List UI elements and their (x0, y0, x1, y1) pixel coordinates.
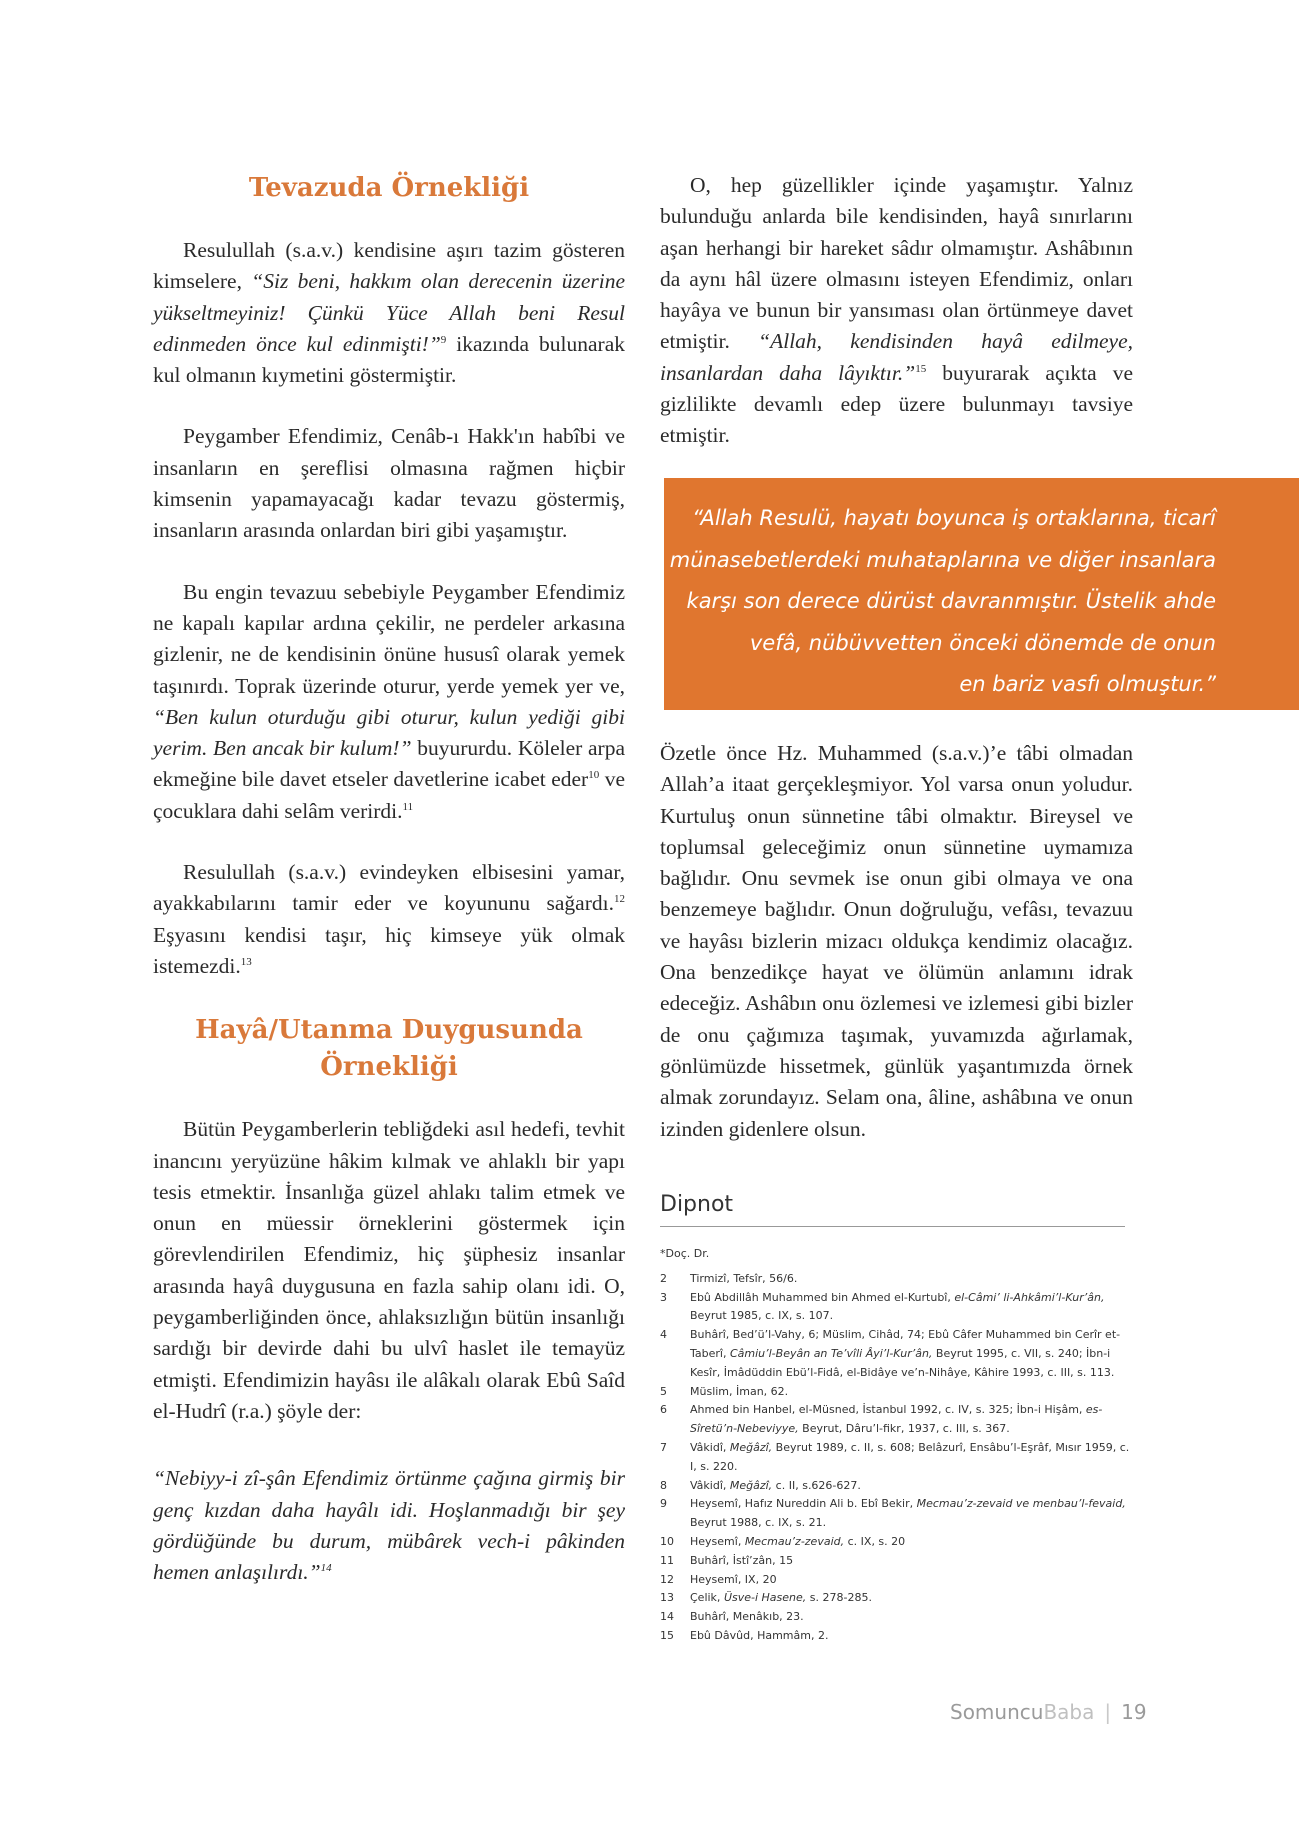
page-number: 19 (1121, 1700, 1147, 1724)
pull-quote-line: vefâ, nübüvvetten önceki dönemde de onun (749, 630, 1216, 655)
footnote (660, 1627, 1134, 1646)
footnote-text: Buhârî, Menâkıb, 23. (690, 1610, 804, 1624)
pull-quote-box (664, 478, 1299, 710)
footnotes-list (660, 1245, 1134, 1646)
footnote-number: 7 (660, 1440, 667, 1454)
paragraph: O, hep güzellikler içinde yaşamıştır. Yalnız bulunduğu anlarda bile kendisinden, hayâ sınırlarını aşan herhangi bir hareket sâdır olmamıştır. Ashâbının da aynı hâl üzere olmasını isteyen Efendimiz, onları hayâya ve bunun bir yansıması olan örtünmeye davet etmiştir. “Allah, kendisinden hayâ edilmeye, insanlardan daha lâyıktır.”$^{15}$ buyurarak açıkta ve gizlilikte devamlı edep üzere bulunmayı tavsiye etmiştir. (660, 173, 1134, 448)
footnote-number: 2 (660, 1271, 667, 1285)
footnote-number: 6 (660, 1403, 667, 1417)
page-footer (950, 1700, 1147, 1724)
footnote-text: Buhârî, İstî’zân, 15 (690, 1553, 794, 1567)
pull-quote-line: en bariz vasfı olmuştur.” (959, 672, 1216, 696)
quote-paragraph: “Nebiyy-i zî-şân Efendimiz örtünme çağına girmiş bir genç kızdan daha hayâlı idi. Hoşlanmadığı bir şey gördüğünde bu durum, mübârek vech-i pâkinden hemen anlaşılırdı.”$^{14}$ (153, 1466, 625, 1585)
footnote-number: 11 (660, 1553, 674, 1567)
footnote (660, 1326, 1134, 1382)
footnote-text: Buhârî, Bed’ü’l-Vahy, 6; Müslim, Cihâd, 74; Ebû Câfer Muhammed bin Cerîr et-Taberî, Câmiu’l-Beyân an Te’vîli Âyi’l-Kur’ân, Beyrut 1995, c. VII, s. 240; İbn-i Kesîr, İmâdüddin Ebü’l-Fidâ, el-Bidâye ve’n-Nihâye, Kâhire 1993, c. III, s. 113. (690, 1328, 1121, 1379)
footnote (660, 1401, 1134, 1439)
footnote (660, 1571, 1134, 1590)
footnote-text: Heysemî, Hafız Nureddin Ali b. Ebî Bekir, Mecmau’z-zevaid ve menbau’l-fevaid, Beyrut 1988, c. IX, s. 21. (690, 1497, 1126, 1530)
footnote-number: 4 (660, 1328, 667, 1342)
footnote-number: 13 (660, 1591, 674, 1605)
footnote (660, 1477, 1134, 1496)
footnote-number: 12 (660, 1572, 674, 1586)
paragraph: Peygamber Efendimiz, Cenâb-ı Hakk'ın habîbi ve insanların en şereflisi olmasına rağmen hiçbir kimsenin yapamayacağı kadar tevazu göstermiş, insanların arasında onlardan biri gibi yaşamıştır. (153, 424, 625, 543)
footnote-text: Çelik, Üsve-i Hasene, s. 278-285. (690, 1591, 872, 1605)
footnote-text: Vâkidî, Meğâzî, Beyrut 1989, c. II, s. 608; Belâzurî, Ensâbu’l-Eşrâf, Mısır 1959, c. I, s. 220. (690, 1440, 1130, 1473)
right-column-lower (660, 738, 1133, 1175)
section-heading-tevazu: Tevazuda Örnekliği (248, 173, 530, 203)
brand-name-a: Somuncu (950, 1700, 1044, 1724)
footnote (660, 1533, 1134, 1552)
footer-separator: | (1104, 1700, 1112, 1724)
footnote (660, 1439, 1134, 1477)
paragraph: Bütün Peygamberlerin tebliğdeki asıl hedefi, tevhit inancını yeryüzüne hâkim kılmak ve ahlaklı bir yapı tesis etmektir. İnsanlığa güzel ahlakı talim etmek ve onun en müessir örneklerini göstermek için görevlendirilen Efendimiz, hiç şüphesiz insanlar arasında hayâ duygusuna en fazla sahip olanı idi. O, peygamberliğinden önce, ahlaksızlığın bütün insanlığı sardığı bir devirde dahi bu ulvî haslet ile temayüz etmişti. Efendimizin hayâsı ile alâkalı olarak Ebû Saîd el-Hudrî (r.a.) şöyle der: (153, 1117, 625, 1423)
footnote-text: Heysemî, IX, 20 (690, 1572, 777, 1586)
footnote (660, 1270, 1134, 1289)
left-column (153, 170, 625, 1618)
footnote: * Doç. Dr. (660, 1247, 710, 1260)
footnote (660, 1552, 1134, 1571)
footnote-text: Tirmizî, Tefsîr, 56/6. (690, 1271, 798, 1285)
footnotes-title: Dipnot (660, 1192, 734, 1217)
footnote-number: 9 (660, 1497, 667, 1511)
footnote-number: 15 (660, 1628, 674, 1642)
footnote-text: Ahmed bin Hanbel, el-Müsned, İstanbul 1992, c. IV, s. 325; İbn-i Hişâm, es-Sîretü’n-Nebeviyye, Beyrut, Dâru’l-fikr, 1937, c. III, s. 367. (690, 1403, 1103, 1436)
footnote-text: Ebû Dâvûd, Hammâm, 2. (690, 1628, 829, 1642)
footnote (660, 1383, 1134, 1402)
footnotes-divider (660, 1226, 1125, 1227)
paragraph: Bu engin tevazuu sebebiyle Peygamber Efendimiz ne kapalı kapılar ardına çekilir, ne perdeler arkasına gizlenir, ne de kendisinin önüne hususî olarak yemek taşınırdı. Toprak üzerinde oturur, yerde yemek yer ve, “Ben kulun oturduğu gibi oturur, kulun yediği gibi yerim. Ben ancak bir kulum!” buyururdu. Köleler arpa ekmeğine bile davet etseler davetlerine icabet eder$^{10}$ ve çocuklara dahi selâm verirdi.$^{11}$ (153, 579, 625, 823)
footnote-number: 14 (660, 1610, 674, 1624)
footnote-text: Müslim, İman, 62. (690, 1384, 789, 1398)
paragraph: Özetle önce Hz. Muhammed (s.a.v.)’e tâbi olmadan Allah’a itaat gerçekleşmiyor. Yol varsa onun yoludur. Kurtuluş onun sünnetine tâbi olmaktır. Bireysel ve toplumsal geleceğimiz onun sünnetine uymamıza bağlıdır. Onu sevmek ise onun gibi olmaya ve ona benzemeye bağlıdır. Onun doğruluğu, vefâsı, tevazuu ve hayâsı bizlerin mizacı oldukça kendimiz olacağız. Ona benzedikçe hayat ve ölümün anlamını idrak edeceğiz. Ashâbın onu özlemesi ve izlemesi gibi bizler de onu çağımıza taşımak, yuvamızda ağırlamak, gönlümüzde hissetmek, günlük yaşantımızda örnek almak zorundayız. Selam ona, âline, ashâbına ve onun izinden gidenlere olsun. (660, 741, 1133, 1141)
paragraph: Resulullah (s.a.v.) evindeyken elbisesini yamar, ayakkabılarını tamir eder ve koyununu sağardı.$^{12}$ Eşyasını kendisi taşır, hiç kimseye yük olmak istemezdi.$^{13}$ (153, 860, 625, 978)
footnote-text: Heysemî, Mecmau’z-zevaid, c. IX, s. 20 (690, 1534, 906, 1548)
footnote (660, 1495, 1134, 1533)
footnote (660, 1589, 1134, 1608)
footnote-number: 10 (660, 1534, 674, 1548)
footnote-number: 5 (660, 1384, 667, 1398)
right-column (660, 170, 1133, 482)
brand-name-b: Baba (1043, 1700, 1095, 1724)
paragraph: Resulullah (s.a.v.) kendisine aşırı tazim gösteren kimselere, “Siz beni, hakkım olan derecenin üzerine yükseltmeyiniz! Çünkü Yüce Allah beni Resul edinmeden önce kul edinmişti!”$^9$ ikazında bulunarak kul olmanın kıymetini göstermiştir. (153, 238, 625, 388)
pull-quote-line: “Allah Resulü, hayatı boyunca iş ortaklarına, ticarî (692, 506, 1216, 530)
footnote-number: 8 (660, 1478, 667, 1492)
pull-quote-text (664, 498, 1216, 706)
section-heading-haya: Hayâ/Utanma Duygusunda Örnekliği (195, 1015, 583, 1083)
footnote-text: Vâkidî, Meğâzî, c. II, s.626-627. (690, 1478, 861, 1492)
footnote (660, 1608, 1134, 1627)
pull-quote-line: karşı son derece dürüst davranmıştır. Üstelik ahde (686, 589, 1216, 613)
footnote (660, 1289, 1134, 1327)
pull-quote-line: münasebetlerdeki muhataplarına ve diğer insanlara (669, 547, 1216, 572)
footnote-number: 3 (660, 1290, 667, 1304)
footnote-text: Ebû Abdillâh Muhammed bin Ahmed el-Kurtubî, el-Câmi’ li-Ahkâmi’l-Kur’ân, Beyrut 1985, c. IX, s. 107. (690, 1290, 1105, 1323)
